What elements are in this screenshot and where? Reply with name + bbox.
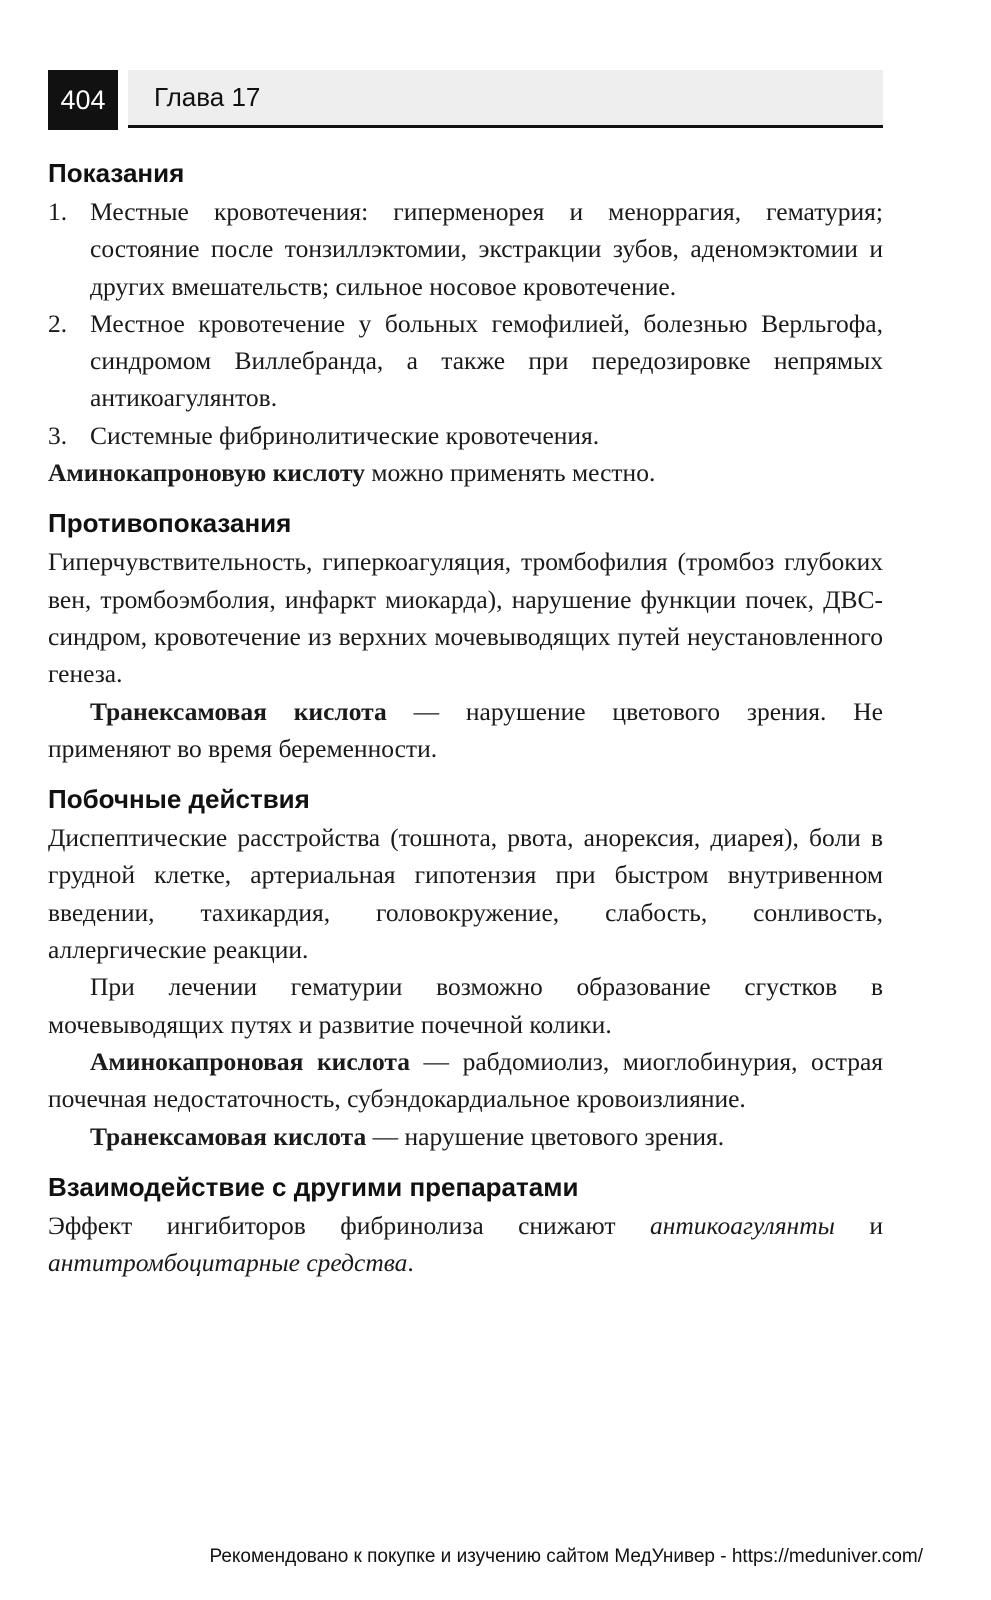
contraindications-heading: Противопоказания xyxy=(48,508,292,539)
side-effects-hematuria: При лечении гематурии возможно образование сгустков в мочевыводящих путях и развитие почечной колики. xyxy=(48,972,883,1039)
interactions-text-start: Эффект ингибиторов фибринолиза снижают xyxy=(48,1210,650,1240)
side-effects-heading: Побочные действия xyxy=(48,784,310,815)
contraindications-text: Гиперчувствительность, гиперкоагуляция, тромбофилия (тромбоз глубоких вен, тромбоэмболия, инфаркт миокарда), нарушение функции почек, ДВС-синдром, кровотечение из верхних мочевыводящих путей неустановленного генеза. xyxy=(48,547,883,689)
interactions-text-end: . xyxy=(407,1248,414,1278)
side-effects-text: Диспептические расстройства (тошнота, рвота, анорексия, диарея), боли в грудной клетке, артериальная гипотензия при быстром внутривенном введении, тахикардия, головокружение, слабость, сонливость, аллергические реакции. xyxy=(48,823,883,965)
anticoagulants-italic: антикоагулянты xyxy=(649,1210,835,1240)
interactions-heading: Взаимодействие с другими препаратами xyxy=(48,1171,579,1202)
list-item-text: Местное кровотечение у больных гемофилией, болезнью Верльгофа, синдромом Виллебранда, а также при передозировке непрямых антикоагулянтов. xyxy=(90,308,883,413)
tranexamic-text: — нарушение цветового зрения. Не применяют во время беременности. xyxy=(48,696,883,763)
indications-heading: Показания xyxy=(48,158,185,188)
chapter-bar xyxy=(128,70,883,128)
list-item-text: Системные фибринолитические кровотечения. xyxy=(90,420,600,450)
aminocaproic-text: — рабдомиолиз, миоглобинурия, острая почечная недостаточность, субэндокардиальное кровоизлияние. xyxy=(48,1046,884,1114)
antiplatelet-italic: антитромбоцитарные средства xyxy=(48,1248,408,1278)
contraindications-tranexamic xyxy=(48,693,883,768)
page-content xyxy=(48,153,883,1281)
list-item-text: Местные кровотечения: гиперменорея и меноррагия, гематурия; состояние после тонзиллэктомии, экстракции зубов, аденомэктомии и других вмешательств; сильное носовое кровотечение. xyxy=(90,197,883,301)
drug-name-bold: Транексамовая кислота xyxy=(90,696,387,726)
indications-list xyxy=(48,193,883,454)
side-effects-aminocaproic xyxy=(48,1043,883,1118)
drug-name-bold: Аминокапроновая кислота xyxy=(90,1046,410,1076)
list-item xyxy=(48,417,883,454)
footer-recommendation: Рекомендовано к покупке и изучению сайтом МедУнивер - https://meduniver.com/ xyxy=(209,1546,923,1567)
drug-name-bold: Транексамовая кислота xyxy=(90,1121,367,1151)
side-effects-tranexamic xyxy=(48,1118,883,1155)
tranexamic-text: — нарушение цветового зрения. xyxy=(366,1121,725,1151)
list-item xyxy=(48,305,883,417)
list-number: 1. xyxy=(48,197,68,226)
interactions-text xyxy=(48,1207,883,1282)
list-item xyxy=(48,193,883,305)
page-header xyxy=(48,70,883,130)
list-number: 2. xyxy=(48,308,68,338)
page-number: 404 xyxy=(48,70,118,130)
note-text: можно применять местно. xyxy=(364,458,656,488)
interactions-text-mid: и xyxy=(834,1210,883,1240)
chapter-title: Глава 17 xyxy=(154,82,261,112)
list-number: 3. xyxy=(48,420,68,450)
indications-note xyxy=(48,454,883,491)
drug-name-bold: Аминокапроновую кислоту xyxy=(48,458,365,488)
